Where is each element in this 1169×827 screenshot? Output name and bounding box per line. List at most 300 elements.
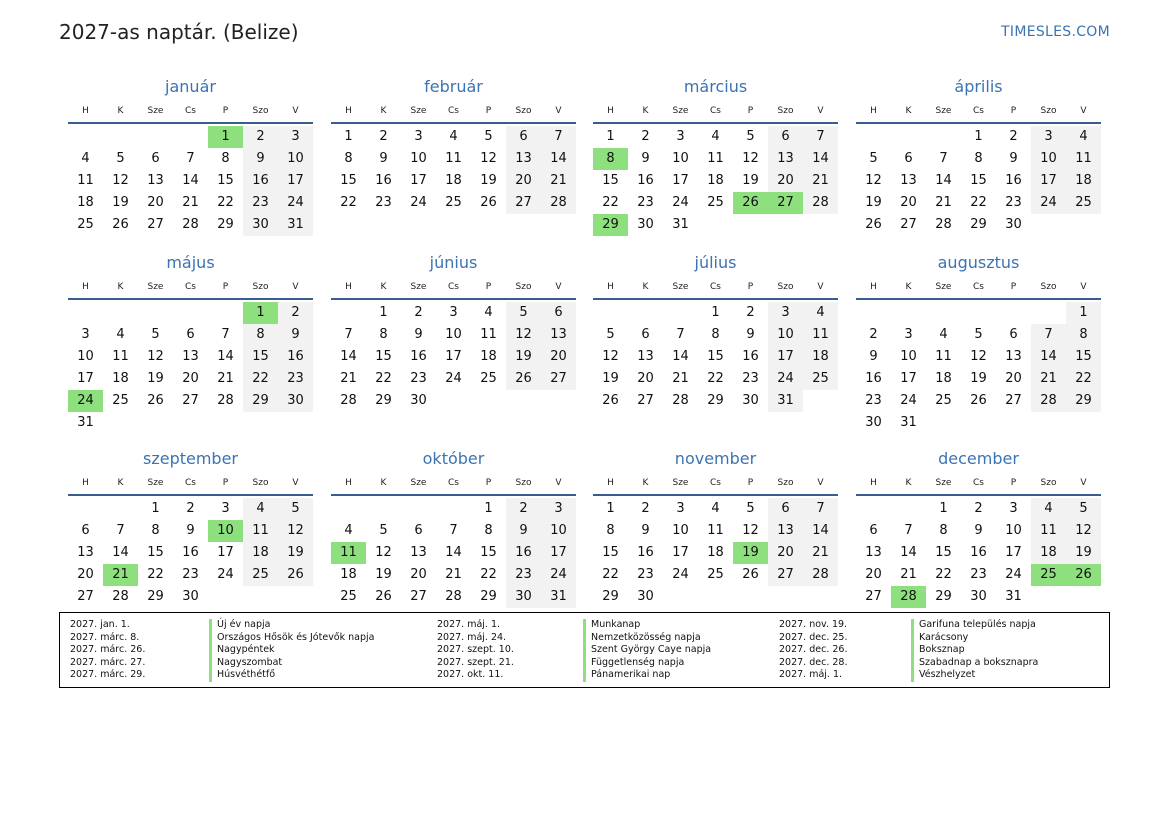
weekday-label: Sze bbox=[410, 282, 427, 292]
day-cell: 21 bbox=[340, 371, 357, 386]
day-cell: 7 bbox=[803, 498, 838, 520]
day-cell: 23 bbox=[637, 567, 654, 582]
day-cell: 15 bbox=[707, 349, 724, 364]
day-cell: 3 bbox=[676, 501, 685, 516]
day-cell: 24 bbox=[68, 390, 103, 412]
day-cell: 5 bbox=[379, 523, 388, 538]
month-10 bbox=[331, 444, 576, 608]
day-cell: 9 bbox=[278, 324, 313, 346]
day-cell: 22 bbox=[970, 195, 987, 210]
empty-cell bbox=[173, 126, 208, 148]
empty-cell bbox=[331, 302, 366, 324]
empty-cell bbox=[856, 126, 891, 148]
holiday-date: 2027. dec. 25. bbox=[779, 631, 848, 643]
day-cell: 19 bbox=[112, 195, 129, 210]
weekday-label: H bbox=[345, 478, 352, 488]
holiday-date: 2027. márc. 8. bbox=[70, 631, 140, 643]
day-cell: 14 bbox=[112, 545, 129, 560]
day-cell: 1 bbox=[208, 126, 243, 148]
holiday-dates-col-2 bbox=[437, 619, 514, 682]
empty-cell bbox=[663, 302, 698, 324]
day-cell: 11 bbox=[707, 151, 724, 166]
day-cell: 13 bbox=[541, 324, 576, 346]
day-cell: 18 bbox=[77, 195, 94, 210]
weekday-label: Sze bbox=[410, 106, 427, 116]
holiday-date: 2027. szept. 21. bbox=[437, 656, 514, 668]
weekday-label: P bbox=[485, 282, 492, 292]
day-cell: 7 bbox=[676, 327, 685, 342]
weekday-label: K bbox=[117, 106, 124, 116]
weekday-label: H bbox=[607, 478, 614, 488]
weekday-label: Sze bbox=[935, 106, 952, 116]
weekday-label: Cs bbox=[973, 106, 984, 116]
day-cell: 12 bbox=[112, 173, 129, 188]
empty-cell bbox=[593, 302, 628, 324]
day-cell: 3 bbox=[676, 129, 685, 144]
weekday-label: K bbox=[380, 106, 387, 116]
holiday-date: 2027. márc. 29. bbox=[70, 669, 146, 681]
day-cell: 21 bbox=[900, 567, 917, 582]
day-cell: 30 bbox=[410, 393, 427, 408]
day-cell: 27 bbox=[768, 192, 803, 214]
month-name: július bbox=[694, 253, 737, 272]
day-cell: 21 bbox=[541, 170, 576, 192]
day-cell: 24 bbox=[672, 567, 689, 582]
holiday-date: 2027. máj. 24. bbox=[437, 631, 507, 643]
day-cell: 19 bbox=[602, 371, 619, 386]
day-cell: 18 bbox=[707, 545, 724, 560]
day-cell: 8 bbox=[711, 327, 720, 342]
weekday-label: Cs bbox=[710, 282, 721, 292]
day-cell: 1 bbox=[606, 129, 615, 144]
day-cell: 31 bbox=[1005, 589, 1022, 604]
day-cell: 6 bbox=[414, 523, 423, 538]
holiday-name: Nagyszombat bbox=[209, 657, 374, 670]
weekday-label: H bbox=[607, 106, 614, 116]
day-cell: 18 bbox=[935, 371, 952, 386]
day-cell: 1 bbox=[939, 501, 948, 516]
day-cell: 12 bbox=[742, 151, 759, 166]
day-cell: 31 bbox=[900, 415, 917, 430]
day-cell: 17 bbox=[77, 371, 94, 386]
holiday-date: 2027. okt. 11. bbox=[437, 669, 504, 681]
day-cell: 7 bbox=[904, 523, 913, 538]
day-cell: 15 bbox=[1066, 346, 1101, 368]
day-cell: 23 bbox=[742, 371, 759, 386]
day-cell: 16 bbox=[375, 173, 392, 188]
day-cell: 6 bbox=[186, 327, 195, 342]
page-title: 2027-as naptár. (Belize) bbox=[59, 20, 299, 44]
day-cell: 20 bbox=[182, 371, 199, 386]
day-cell: 25 bbox=[445, 195, 462, 210]
day-cell: 12 bbox=[865, 173, 882, 188]
day-cell: 23 bbox=[970, 567, 987, 582]
day-cell: 20 bbox=[865, 567, 882, 582]
day-cell: 27 bbox=[768, 564, 803, 586]
day-cell: 13 bbox=[77, 545, 94, 560]
day-grid bbox=[593, 126, 838, 236]
weekday-label: P bbox=[485, 478, 492, 488]
day-cell: 24 bbox=[900, 393, 917, 408]
day-cell: 27 bbox=[506, 192, 541, 214]
day-cell: 28 bbox=[672, 393, 689, 408]
weekday-header bbox=[593, 278, 838, 300]
day-cell: 11 bbox=[331, 542, 366, 564]
day-grid bbox=[593, 498, 838, 608]
day-cell: 19 bbox=[375, 567, 392, 582]
day-cell: 18 bbox=[243, 542, 278, 564]
day-cell: 10 bbox=[1031, 148, 1066, 170]
day-cell: 4 bbox=[1066, 126, 1101, 148]
day-cell: 23 bbox=[506, 564, 541, 586]
weekday-label: H bbox=[870, 478, 877, 488]
day-cell: 9 bbox=[1009, 151, 1018, 166]
day-cell: 30 bbox=[970, 589, 987, 604]
weekday-label: H bbox=[870, 282, 877, 292]
day-cell: 25 bbox=[1066, 192, 1101, 214]
day-cell: 5 bbox=[746, 129, 755, 144]
weekday-label: Cs bbox=[185, 282, 196, 292]
day-cell: 19 bbox=[147, 371, 164, 386]
day-cell: 25 bbox=[803, 368, 838, 390]
day-cell: 18 bbox=[340, 567, 357, 582]
weekday-label: P bbox=[1010, 282, 1017, 292]
day-cell: 28 bbox=[803, 564, 838, 586]
holiday-name: Országos Hősök és Jótevők napja bbox=[209, 632, 374, 645]
day-cell: 29 bbox=[707, 393, 724, 408]
day-cell: 31 bbox=[541, 586, 576, 608]
holiday-name: Pánamerikai nap bbox=[583, 669, 711, 682]
day-cell: 21 bbox=[1031, 368, 1066, 390]
holiday-name: Munkanap bbox=[583, 619, 711, 632]
day-cell: 16 bbox=[243, 170, 278, 192]
day-cell: 12 bbox=[147, 349, 164, 364]
month-8 bbox=[856, 248, 1101, 434]
day-cell: 14 bbox=[803, 148, 838, 170]
day-cell: 16 bbox=[410, 349, 427, 364]
holiday-names-col-3 bbox=[911, 619, 1038, 682]
day-cell: 21 bbox=[445, 567, 462, 582]
day-cell: 11 bbox=[935, 349, 952, 364]
weekday-label: Cs bbox=[448, 106, 459, 116]
day-cell: 15 bbox=[243, 346, 278, 368]
empty-cell bbox=[891, 126, 926, 148]
day-cell: 29 bbox=[375, 393, 392, 408]
day-cell: 10 bbox=[672, 151, 689, 166]
day-cell: 21 bbox=[217, 371, 234, 386]
day-cell: 30 bbox=[637, 217, 654, 232]
weekday-label: V bbox=[292, 106, 299, 116]
holiday-date: 2027. márc. 26. bbox=[70, 644, 146, 656]
day-cell: 16 bbox=[865, 371, 882, 386]
holiday-date: 2027. szept. 10. bbox=[437, 644, 514, 656]
day-cell: 31 bbox=[77, 415, 94, 430]
empty-cell bbox=[68, 498, 103, 520]
weekday-label: V bbox=[1080, 106, 1087, 116]
site-link[interactable]: TIMESLES.COM bbox=[1001, 24, 1110, 40]
day-cell: 12 bbox=[742, 523, 759, 538]
day-cell: 10 bbox=[672, 523, 689, 538]
month-name: október bbox=[422, 449, 485, 468]
empty-cell bbox=[331, 498, 366, 520]
day-cell: 16 bbox=[506, 542, 541, 564]
day-cell: 6 bbox=[768, 498, 803, 520]
holiday-date: 2027. jan. 1. bbox=[70, 619, 130, 630]
day-cell: 26 bbox=[147, 393, 164, 408]
day-cell: 6 bbox=[641, 327, 650, 342]
day-cell: 5 bbox=[278, 498, 313, 520]
day-cell: 16 bbox=[278, 346, 313, 368]
day-cell: 16 bbox=[182, 545, 199, 560]
day-cell: 22 bbox=[375, 371, 392, 386]
day-cell: 11 bbox=[1066, 148, 1101, 170]
day-cell: 22 bbox=[707, 371, 724, 386]
day-cell: 6 bbox=[506, 126, 541, 148]
month-name: szeptember bbox=[142, 449, 238, 468]
day-cell: 13 bbox=[768, 148, 803, 170]
holiday-name: Nagypéntek bbox=[209, 644, 374, 657]
day-cell: 15 bbox=[970, 173, 987, 188]
day-cell: 23 bbox=[865, 393, 882, 408]
holiday-name: Vészhelyzet bbox=[911, 669, 1038, 682]
weekday-label: K bbox=[905, 106, 912, 116]
month-3 bbox=[593, 72, 838, 236]
empty-cell bbox=[891, 302, 926, 324]
day-cell: 19 bbox=[865, 195, 882, 210]
weekday-label: V bbox=[292, 478, 299, 488]
day-cell: 21 bbox=[182, 195, 199, 210]
day-cell: 15 bbox=[217, 173, 234, 188]
weekday-label: K bbox=[642, 282, 649, 292]
empty-cell bbox=[961, 302, 996, 324]
empty-cell bbox=[401, 498, 436, 520]
empty-cell bbox=[138, 126, 173, 148]
day-cell: 26 bbox=[278, 564, 313, 586]
day-cell: 7 bbox=[116, 523, 125, 538]
day-cell: 18 bbox=[1066, 170, 1101, 192]
day-cell: 2 bbox=[974, 501, 983, 516]
day-cell: 29 bbox=[970, 217, 987, 232]
day-cell: 24 bbox=[768, 368, 803, 390]
day-cell: 6 bbox=[768, 126, 803, 148]
weekday-label: P bbox=[747, 106, 754, 116]
weekday-label: K bbox=[380, 478, 387, 488]
day-cell: 17 bbox=[278, 170, 313, 192]
day-grid bbox=[856, 498, 1101, 608]
day-cell: 4 bbox=[344, 523, 353, 538]
day-cell: 7 bbox=[541, 126, 576, 148]
day-cell: 13 bbox=[147, 173, 164, 188]
day-cell: 29 bbox=[243, 390, 278, 412]
day-cell: 1 bbox=[974, 129, 983, 144]
day-cell: 4 bbox=[484, 305, 493, 320]
day-cell: 18 bbox=[445, 173, 462, 188]
day-cell: 30 bbox=[182, 589, 199, 604]
day-grid bbox=[856, 302, 1101, 434]
holiday-name: Boksznap bbox=[911, 644, 1038, 657]
day-cell: 29 bbox=[217, 217, 234, 232]
day-cell: 24 bbox=[217, 567, 234, 582]
weekday-label: K bbox=[117, 282, 124, 292]
empty-cell bbox=[926, 302, 961, 324]
day-cell: 20 bbox=[506, 170, 541, 192]
weekday-header bbox=[593, 474, 838, 496]
day-cell: 11 bbox=[1031, 520, 1066, 542]
day-cell: 27 bbox=[1005, 393, 1022, 408]
day-cell: 11 bbox=[112, 349, 129, 364]
weekday-label: K bbox=[642, 478, 649, 488]
month-name: május bbox=[166, 253, 215, 272]
month-12 bbox=[856, 444, 1101, 608]
day-cell: 21 bbox=[935, 195, 952, 210]
empty-cell bbox=[68, 126, 103, 148]
day-cell: 6 bbox=[1009, 327, 1018, 342]
day-cell: 20 bbox=[768, 170, 803, 192]
weekday-label: Szo bbox=[515, 478, 532, 488]
day-cell: 21 bbox=[103, 564, 138, 586]
weekday-label: H bbox=[870, 106, 877, 116]
day-cell: 2 bbox=[186, 501, 195, 516]
weekday-label: V bbox=[817, 478, 824, 488]
day-cell: 28 bbox=[445, 589, 462, 604]
day-cell: 1 bbox=[379, 305, 388, 320]
day-cell: 8 bbox=[221, 151, 230, 166]
empty-cell bbox=[103, 498, 138, 520]
day-cell: 5 bbox=[974, 327, 983, 342]
weekday-label: H bbox=[607, 282, 614, 292]
day-cell: 10 bbox=[1005, 523, 1022, 538]
day-cell: 27 bbox=[637, 393, 654, 408]
day-cell: 19 bbox=[480, 173, 497, 188]
weekday-label: Szo bbox=[1040, 478, 1057, 488]
day-cell: 22 bbox=[935, 567, 952, 582]
day-cell: 14 bbox=[803, 520, 838, 542]
day-cell: 1 bbox=[606, 501, 615, 516]
month-4 bbox=[856, 72, 1101, 236]
day-cell: 1 bbox=[344, 129, 353, 144]
day-cell: 27 bbox=[182, 393, 199, 408]
day-cell: 2 bbox=[414, 305, 423, 320]
day-cell: 13 bbox=[182, 349, 199, 364]
weekday-label: Szo bbox=[252, 106, 269, 116]
holiday-date: 2027. máj. 1. bbox=[779, 669, 843, 681]
day-cell: 17 bbox=[541, 542, 576, 564]
day-cell: 24 bbox=[541, 564, 576, 586]
weekday-label: Sze bbox=[147, 478, 164, 488]
day-cell: 8 bbox=[344, 151, 353, 166]
empty-cell bbox=[103, 126, 138, 148]
day-cell: 9 bbox=[379, 151, 388, 166]
day-cell: 23 bbox=[410, 371, 427, 386]
day-cell: 28 bbox=[541, 192, 576, 214]
day-cell: 20 bbox=[77, 567, 94, 582]
day-cell: 20 bbox=[541, 346, 576, 368]
day-cell: 28 bbox=[340, 393, 357, 408]
day-cell: 9 bbox=[243, 148, 278, 170]
day-cell: 11 bbox=[77, 173, 94, 188]
day-cell: 6 bbox=[541, 302, 576, 324]
day-cell: 6 bbox=[151, 151, 160, 166]
weekday-label: Sze bbox=[147, 106, 164, 116]
day-cell: 10 bbox=[445, 327, 462, 342]
day-cell: 1 bbox=[151, 501, 160, 516]
day-cell: 27 bbox=[865, 589, 882, 604]
weekday-label: Szo bbox=[252, 282, 269, 292]
weekday-label: Szo bbox=[777, 106, 794, 116]
day-cell: 25 bbox=[1031, 564, 1066, 586]
day-cell: 7 bbox=[1031, 324, 1066, 346]
weekday-label: Sze bbox=[147, 282, 164, 292]
day-cell: 11 bbox=[803, 324, 838, 346]
holiday-date: 2027. dec. 26. bbox=[779, 644, 848, 656]
day-cell: 12 bbox=[278, 520, 313, 542]
day-cell: 5 bbox=[869, 151, 878, 166]
day-cell: 5 bbox=[484, 129, 493, 144]
holiday-date: 2027. máj. 1. bbox=[437, 619, 501, 630]
day-cell: 4 bbox=[711, 501, 720, 516]
weekday-label: K bbox=[117, 478, 124, 488]
day-cell: 19 bbox=[506, 346, 541, 368]
holiday-date: 2027. nov. 19. bbox=[779, 619, 848, 630]
weekday-label: Szo bbox=[515, 106, 532, 116]
day-cell: 22 bbox=[602, 567, 619, 582]
weekday-header bbox=[856, 474, 1101, 496]
day-cell: 23 bbox=[1005, 195, 1022, 210]
day-cell: 2 bbox=[1009, 129, 1018, 144]
day-cell: 1 bbox=[1066, 302, 1101, 324]
day-cell: 16 bbox=[970, 545, 987, 560]
holiday-name: Karácsony bbox=[911, 632, 1038, 645]
day-cell: 14 bbox=[182, 173, 199, 188]
day-cell: 28 bbox=[1031, 390, 1066, 412]
day-cell: 29 bbox=[1066, 390, 1101, 412]
day-cell: 4 bbox=[711, 129, 720, 144]
weekday-label: Szo bbox=[252, 478, 269, 488]
day-cell: 22 bbox=[1066, 368, 1101, 390]
day-cell: 19 bbox=[970, 371, 987, 386]
day-cell: 7 bbox=[186, 151, 195, 166]
empty-cell bbox=[996, 302, 1031, 324]
day-cell: 14 bbox=[445, 545, 462, 560]
day-cell: 3 bbox=[768, 302, 803, 324]
day-cell: 17 bbox=[445, 349, 462, 364]
day-cell: 12 bbox=[602, 349, 619, 364]
day-cell: 9 bbox=[746, 327, 755, 342]
day-cell: 3 bbox=[221, 501, 230, 516]
weekday-label: V bbox=[555, 478, 562, 488]
day-cell: 2 bbox=[379, 129, 388, 144]
day-cell: 7 bbox=[221, 327, 230, 342]
day-cell: 8 bbox=[606, 523, 615, 538]
weekday-header bbox=[331, 102, 576, 124]
day-cell: 29 bbox=[147, 589, 164, 604]
day-cell: 1 bbox=[484, 501, 493, 516]
day-cell: 29 bbox=[593, 214, 628, 236]
day-cell: 28 bbox=[217, 393, 234, 408]
day-cell: 31 bbox=[768, 390, 803, 412]
day-cell: 3 bbox=[1031, 126, 1066, 148]
day-cell: 12 bbox=[1066, 520, 1101, 542]
day-cell: 15 bbox=[480, 545, 497, 560]
weekday-label: V bbox=[1080, 282, 1087, 292]
day-cell: 2 bbox=[506, 498, 541, 520]
month-name: február bbox=[424, 77, 483, 96]
weekday-label: Sze bbox=[935, 282, 952, 292]
day-cell: 19 bbox=[733, 542, 768, 564]
weekday-header bbox=[68, 278, 313, 300]
weekday-label: Cs bbox=[973, 282, 984, 292]
day-cell: 13 bbox=[1005, 349, 1022, 364]
